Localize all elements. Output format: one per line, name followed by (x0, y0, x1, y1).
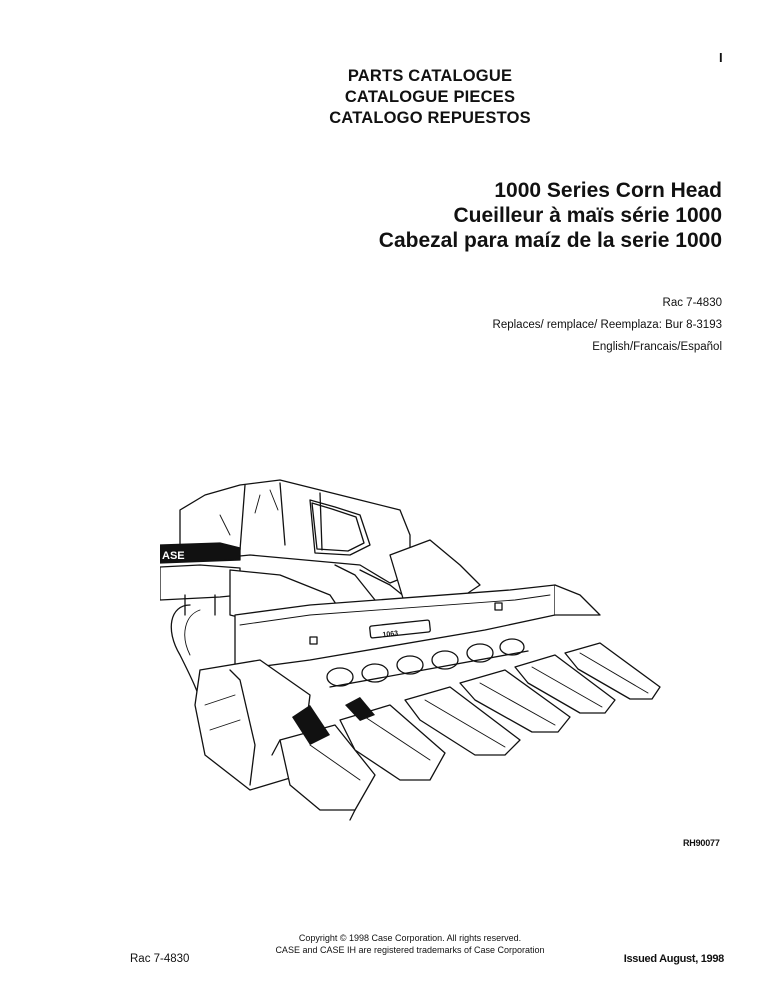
trademark-line: CASE and CASE IH are registered trademarks of Case Corporation (275, 945, 545, 955)
header-decal: 1063 (382, 630, 399, 639)
product-title-en: 1000 Series Corn Head (494, 179, 722, 202)
copyright-line: Copyright © 1998 Case Corporation. All rights reserved. (298, 933, 522, 943)
product-title-fr: Cueilleur à maïs série 1000 (453, 204, 722, 227)
page-mark: I (719, 50, 723, 65)
catalogue-title-en: PARTS CATALOGUE (347, 67, 513, 85)
case-decal: ASE (162, 550, 185, 562)
catalogue-title-es: CATALOGO REPUESTOS (329, 109, 531, 127)
footer-issue-date: Issued August, 1998 (623, 953, 724, 965)
figure-code: RH90077 (683, 838, 720, 848)
product-title-es: Cabezal para maíz de la serie 1000 (378, 229, 722, 252)
row-dividers (272, 643, 660, 820)
catalogue-title-fr: CATALOGUE PIECES (344, 88, 516, 106)
languages-line: English/Francais/Español (592, 341, 722, 353)
footer-rac-number: Rac 7-4830 (130, 953, 190, 965)
rac-number: Rac 7-4830 (662, 297, 722, 309)
replaces-line: Replaces/ remplace/ Reemplaza: Bur 8-3193 (492, 319, 722, 331)
corn-head-illustration (160, 455, 680, 825)
